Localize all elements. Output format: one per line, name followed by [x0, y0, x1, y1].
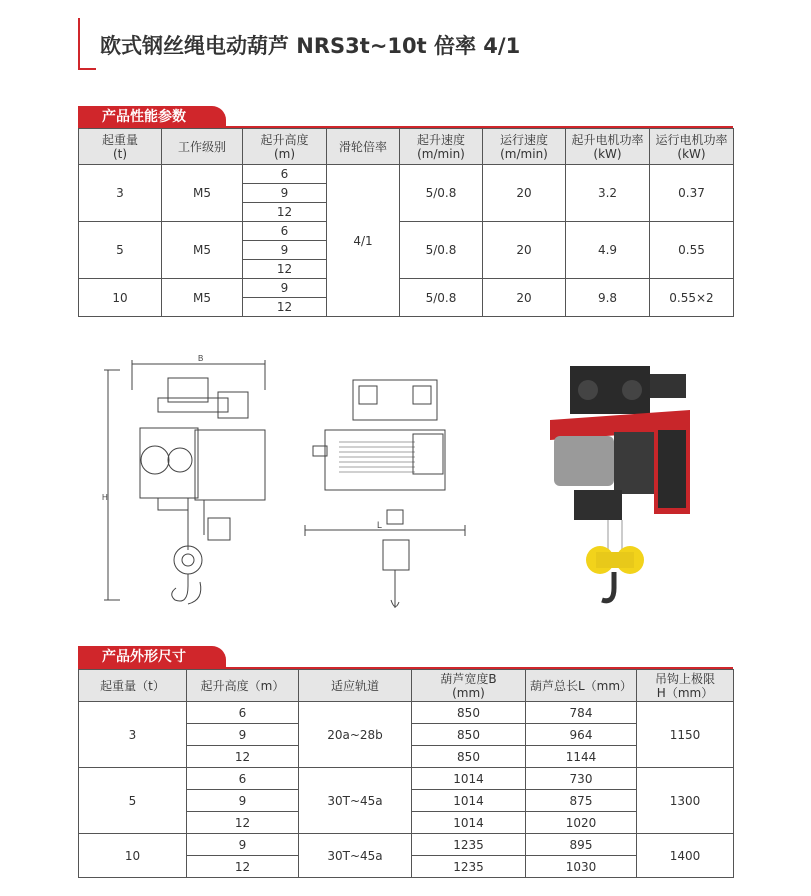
cell-travel-speed: 20	[483, 165, 566, 222]
dimension-label-b: B	[198, 354, 204, 363]
cell-duty-class: M5	[162, 279, 243, 317]
cell-width-b: 850	[412, 702, 526, 724]
cell-lift-height: 12	[187, 746, 299, 768]
col-header-width-b: 葫芦宽度B (mm)	[412, 670, 526, 702]
cell-lift-height: 12	[187, 812, 299, 834]
hoist-product-render	[530, 350, 710, 620]
cell-travel-power: 0.55×2	[650, 279, 734, 317]
cell-load: 10	[79, 834, 187, 878]
cell-travel-speed: 20	[483, 222, 566, 279]
table-row	[79, 834, 734, 856]
cell-lift-speed: 5/0.8	[400, 165, 483, 222]
cell-lift-height: 9	[187, 834, 299, 856]
cell-lift-height: 6	[243, 222, 327, 241]
title-accent-bar	[78, 18, 80, 70]
cell-load: 10	[79, 279, 162, 317]
cell-load: 3	[79, 702, 187, 768]
title-block	[78, 14, 578, 72]
performance-header-row	[79, 129, 734, 165]
cell-width-b: 1014	[412, 768, 526, 790]
cell-length-l: 1020	[526, 812, 637, 834]
cell-load: 3	[79, 165, 162, 222]
hoist-front-view-drawing	[295, 350, 475, 620]
section-performance-label: 产品性能参数	[78, 106, 226, 128]
col-header-duty-class: 工作级别	[162, 129, 243, 165]
cell-lift-height: 12	[243, 260, 327, 279]
cell-width-b: 1235	[412, 834, 526, 856]
cell-length-l: 1144	[526, 746, 637, 768]
cell-lift-height: 9	[243, 241, 327, 260]
cell-hook-limit-h: 1400	[637, 834, 734, 878]
col-header-hook-limit-h: 吊钩上极限 H（mm）	[637, 670, 734, 702]
cell-lift-speed: 5/0.8	[400, 279, 483, 317]
cell-hook-limit-h: 1150	[637, 702, 734, 768]
col-header-reeving: 滑轮倍率	[327, 129, 400, 165]
col-header-load: 起重量（t）	[79, 670, 187, 702]
dimensions-table	[78, 669, 734, 878]
cell-load: 5	[79, 768, 187, 834]
table-row	[79, 768, 734, 790]
cell-hook-limit-h: 1300	[637, 768, 734, 834]
cell-travel-power: 0.55	[650, 222, 734, 279]
cell-lift-height: 9	[187, 724, 299, 746]
cell-width-b: 1014	[412, 812, 526, 834]
cell-lift-height: 6	[187, 768, 299, 790]
col-header-travel-speed: 运行速度 (m/min)	[483, 129, 566, 165]
performance-table	[78, 128, 734, 317]
cell-duty-class: M5	[162, 222, 243, 279]
cell-lift-height: 6	[187, 702, 299, 724]
cell-length-l: 964	[526, 724, 637, 746]
cell-lift-height: 12	[187, 856, 299, 878]
page-title: 欧式钢丝绳电动葫芦 NRS3t~10t 倍率 4/1	[100, 34, 521, 58]
col-header-lift-motor-power: 起升电机功率 (kW)	[566, 129, 650, 165]
cell-lift-height: 12	[243, 203, 327, 222]
col-header-track: 适应轨道	[299, 670, 412, 702]
cell-width-b: 850	[412, 724, 526, 746]
cell-travel-speed: 20	[483, 279, 566, 317]
cell-lift-height: 12	[243, 298, 327, 317]
col-header-load: 起重量 (t)	[79, 129, 162, 165]
col-header-travel-motor-power: 运行电机功率 (kW)	[650, 129, 734, 165]
title-accent-tick	[78, 68, 96, 70]
cell-duty-class: M5	[162, 165, 243, 222]
table-row	[79, 222, 734, 241]
hoist-side-view-drawing	[100, 350, 280, 620]
cell-track: 30T~45a	[299, 768, 412, 834]
cell-lift-power: 3.2	[566, 165, 650, 222]
cell-length-l: 1030	[526, 856, 637, 878]
cell-lift-height: 6	[243, 165, 327, 184]
col-header-lift-speed: 起升速度 (m/min)	[400, 129, 483, 165]
table-row	[79, 279, 734, 298]
section-dimensions-label: 产品外形尺寸	[78, 646, 226, 668]
cell-lift-height: 9	[187, 790, 299, 812]
col-header-lift-height: 起升高度 (m)	[243, 129, 327, 165]
cell-travel-power: 0.37	[650, 165, 734, 222]
col-header-lift-height: 起升高度（m）	[187, 670, 299, 702]
cell-width-b: 1235	[412, 856, 526, 878]
dimension-label-l: L	[377, 520, 383, 530]
dimensions-header-row	[79, 670, 734, 702]
hoist-drawings	[100, 350, 720, 625]
table-row	[79, 702, 734, 724]
cell-load: 5	[79, 222, 162, 279]
cell-width-b: 850	[412, 746, 526, 768]
cell-lift-power: 9.8	[566, 279, 650, 317]
col-header-length-l: 葫芦总长L（mm）	[526, 670, 637, 702]
cell-track: 30T~45a	[299, 834, 412, 878]
cell-lift-speed: 5/0.8	[400, 222, 483, 279]
cell-lift-height: 9	[243, 279, 327, 298]
cell-length-l: 730	[526, 768, 637, 790]
dimension-label-h: H	[102, 493, 108, 502]
cell-lift-height: 9	[243, 184, 327, 203]
cell-lift-power: 4.9	[566, 222, 650, 279]
cell-track: 20a~28b	[299, 702, 412, 768]
cell-length-l: 875	[526, 790, 637, 812]
cell-length-l: 895	[526, 834, 637, 856]
cell-reeving: 4/1	[327, 165, 400, 317]
cell-width-b: 1014	[412, 790, 526, 812]
table-row	[79, 165, 734, 184]
cell-length-l: 784	[526, 702, 637, 724]
